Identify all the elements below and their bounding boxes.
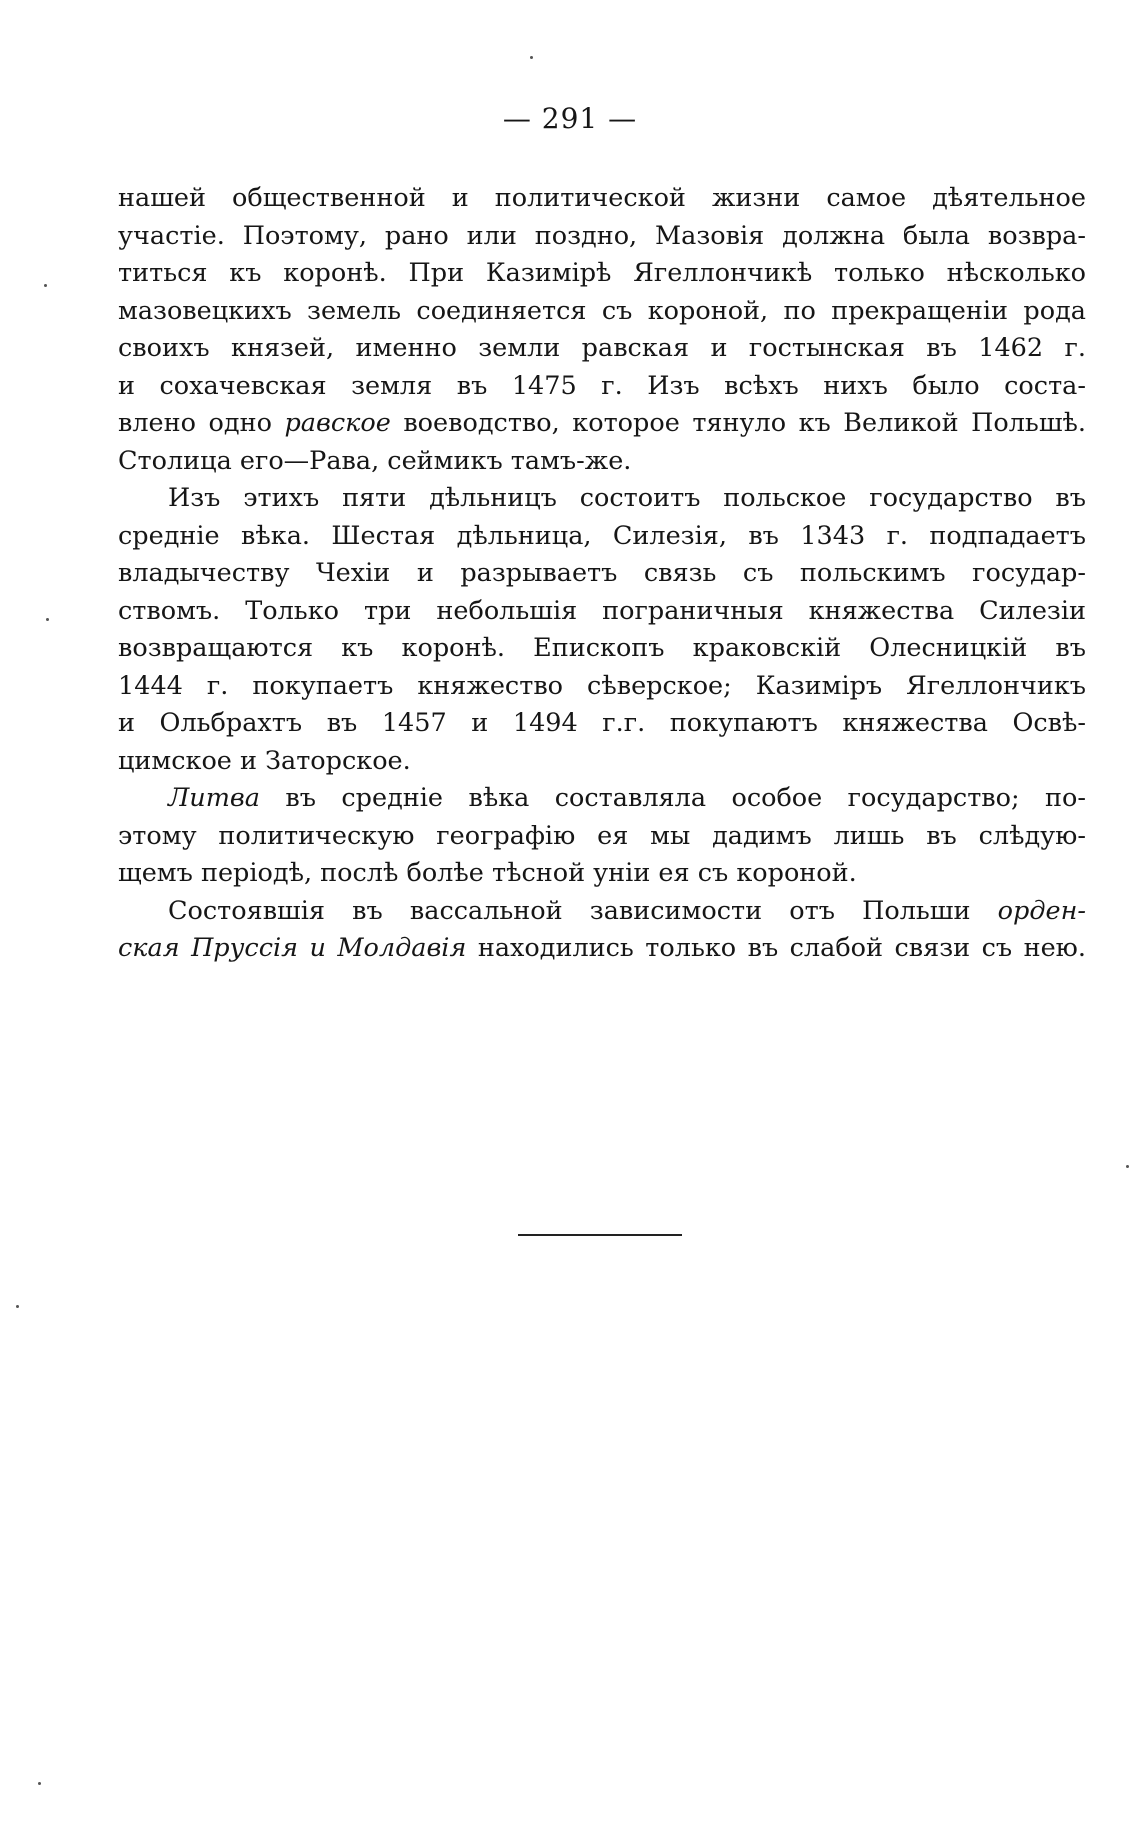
text-run: воеводство, которое тянуло къ Великой Польшѣ. — [390, 408, 1086, 438]
text-line — [118, 818, 1086, 856]
page-number: — 291 — — [502, 102, 638, 135]
text-run: 1444 г. покупаетъ княжество сѣверское; Казиміръ Ягеллончикъ — [118, 670, 1086, 701]
text-run: Столица его—Рава, сеймикъ тамъ-же. — [118, 445, 632, 476]
text-line — [118, 218, 1086, 256]
text-line — [118, 893, 1086, 931]
text-line — [118, 555, 1086, 593]
text-line — [118, 630, 1086, 668]
text-run: титься къ коронѣ. При Казимірѣ Ягеллончикѣ только нѣсколько — [118, 258, 1086, 288]
text-line — [118, 330, 1086, 368]
text-line — [118, 593, 1086, 631]
paragraph-silesia — [118, 480, 1086, 780]
text-line — [118, 405, 1086, 443]
end-rule — [518, 1234, 682, 1236]
text-line — [118, 518, 1086, 556]
text-line — [118, 743, 1086, 781]
text-run: участіе. Поэтому, рано или поздно, Мазовія должна была возвра- — [118, 220, 1086, 251]
text-run: владычеству Чехіи и разрываетъ связь съ польскимъ государ- — [118, 558, 1086, 588]
italic-run: орден- — [997, 895, 1086, 926]
text-run: цимское и Заторское. — [118, 745, 411, 776]
text-line — [118, 668, 1086, 706]
text-run: этому политическую географію ея мы дадимъ лишь въ слѣдую- — [118, 820, 1086, 851]
text-line — [118, 368, 1086, 406]
scan-speck — [1126, 1165, 1129, 1168]
scan-speck — [46, 618, 49, 621]
body-text — [118, 180, 1086, 968]
paragraph-mazovia — [118, 180, 1086, 480]
italic-run: равское — [284, 408, 391, 438]
text-line — [118, 255, 1086, 293]
italic-run: Литва — [168, 783, 260, 813]
text-run: нашей общественной и политической жизни самое дѣятельное — [118, 183, 1086, 213]
italic-run: ская Пруссія и Молдавія — [118, 933, 467, 963]
text-line — [118, 705, 1086, 743]
text-run: находились только въ слабой связи съ нею. — [466, 933, 1086, 963]
text-run: средніе вѣка. Шестая дѣльница, Силезія, въ 1343 г. подпадаетъ — [118, 520, 1086, 551]
text-run: возвращаются къ коронѣ. Епископъ краковскій Олесницкій въ — [118, 633, 1086, 663]
text-line — [118, 480, 1086, 518]
text-run: въ средніе вѣка составляла особое государство; по- — [259, 783, 1086, 813]
scan-speck — [44, 284, 47, 287]
scan-speck — [38, 1782, 41, 1785]
text-run: ствомъ. Только три небольшія пограничныя княжества Силезіи — [118, 595, 1086, 626]
text-line — [118, 180, 1086, 218]
paragraph-vassals — [118, 893, 1086, 968]
text-run: своихъ князей, именно земли равская и гостынская въ 1462 г. — [118, 333, 1086, 363]
text-line — [118, 443, 1086, 481]
paragraph-lithuania — [118, 780, 1086, 893]
text-run: мазовецкихъ земель соединяется съ короной, по прекращеніи рода — [118, 295, 1086, 326]
text-run: Изъ этихъ пяти дѣльницъ состоитъ польское государство въ — [168, 483, 1086, 513]
text-run: Состоявшія въ вассальной зависимости отъ Польши — [168, 895, 998, 926]
scan-speck — [16, 1305, 19, 1308]
text-line — [118, 930, 1086, 968]
text-line — [118, 855, 1086, 893]
text-line — [118, 293, 1086, 331]
text-run: влено одно — [118, 408, 285, 438]
text-run: и Ольбрахтъ въ 1457 и 1494 г.г. покупаютъ княжества Освѣ- — [118, 708, 1086, 738]
text-line — [118, 780, 1086, 818]
text-run: щемъ періодѣ, послѣ болѣе тѣсной уніи ея съ короной. — [118, 858, 857, 888]
scan-speck — [530, 56, 533, 59]
text-run: и сохачевская земля въ 1475 г. Изъ всѣхъ нихъ было соста- — [118, 370, 1086, 401]
